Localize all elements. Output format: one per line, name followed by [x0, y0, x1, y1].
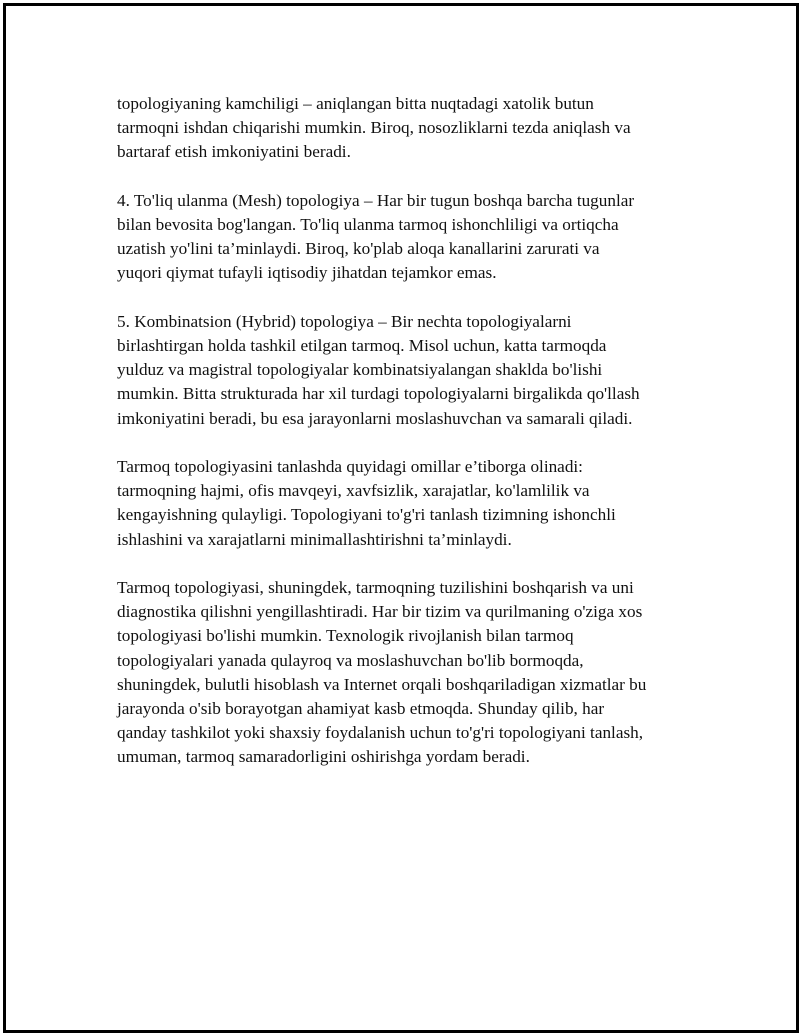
text-line: topologiyaning kamchiligi – aniqlangan bitta nuqtadagi xatolik butun [117, 94, 594, 113]
paragraph-selection-factors [117, 455, 697, 552]
text-line: diagnostika qilishni yengillashtiradi. Har bir tizim va qurilmaning o'ziga xos [117, 602, 643, 622]
text-line: mumkin. Bitta strukturada har xil turdagi topologiyalarni birgalikda qo'llash [117, 384, 640, 404]
document-body [117, 92, 697, 794]
text-line: Tarmoq topologiyasi, shuningdek, tarmoqning tuzilishini boshqarish va uni [117, 578, 634, 597]
text-line: yuqori qiymat tufayli iqtisodiy jihatdan tejamkor emas. [117, 263, 497, 283]
text-line: ishlashini va xarajatlarni minimallashtirishni ta’minlaydi. [117, 529, 512, 549]
text-line: umuman, tarmoq samaradorligini oshirishga yordam beradi. [117, 747, 530, 767]
text-line: 5. Kombinatsion (Hybrid) topologiya – Bir nechta topologiyalarni [117, 311, 572, 331]
text-line: shuningdek, bulutli hisoblash va Internet orqali boshqariladigan xizmatlar bu [117, 674, 647, 694]
text-line: topologiyasi bo'lishi mumkin. Texnologik rivojlanish bilan tarmoq [117, 626, 574, 646]
text-line: kengayishning qulayligi. Topologiyani to'g'ri tanlash tizimning ishonchli [117, 505, 616, 525]
text-line: jarayonda o'sib borayotgan ahamiyat kasb etmoqda. Shunday qilib, har [117, 699, 605, 719]
text-line: uzatish yo'lini ta’minlaydi. Biroq, ko'plab aloqa kanallarini zarurati va [117, 239, 600, 259]
text-line: tarmoqning hajmi, ofis mavqeyi, xavfsizlik, xarajatlar, ko'lamlilik va [117, 481, 590, 501]
text-line: Tarmoq topologiyasini tanlashda quyidagi omillar e’tiborga olinadi: [117, 457, 583, 476]
paragraph-conclusion [117, 576, 697, 770]
text-line: birlashtirgan holda tashkil etilgan tarmoq. Misol uchun, katta tarmoqda [117, 336, 607, 355]
paragraph-topology-drawback [117, 92, 697, 165]
text-line: yulduz va magistral topologiyalar kombinatsiyalangan shaklda bo'lishi [117, 360, 603, 380]
text-line: bilan bevosita bog'langan. To'liq ulanma tarmoq ishonchliligi va ortiqcha [117, 215, 619, 234]
text-line: topologiyalari yanada qulayroq va moslashuvchan bo'lib bormoqda, [117, 650, 584, 670]
paragraph-mesh-topology [117, 189, 697, 286]
text-line: 4. To'liq ulanma (Mesh) topologiya – Har bir tugun boshqa barcha tugunlar [117, 190, 635, 210]
text-line: tarmoqni ishdan chiqarishi mumkin. Biroq, nosozliklarni tezda aniqlash va [117, 118, 631, 138]
text-line: bartaraf etish imkoniyatini beradi. [117, 142, 351, 162]
text-line: qanday tashkilot yoki shaxsiy foydalanish uchun to'g'ri topologiyani tanlash, [117, 723, 644, 743]
text-line: imkoniyatini beradi, bu esa jarayonlarni moslashuvchan va samarali qiladi. [117, 408, 633, 428]
paragraph-hybrid-topology [117, 310, 697, 431]
